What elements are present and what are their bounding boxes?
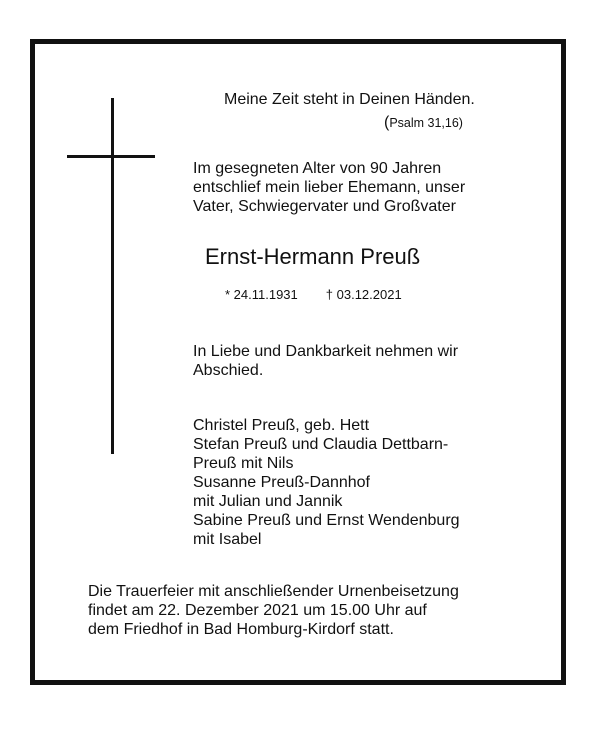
funeral-line: findet am 22. Dezember 2021 um 15.00 Uhr auf [88, 602, 427, 619]
psalm-reference-text: Psalm 31,16) [389, 116, 463, 130]
family-line: mit Isabel [193, 531, 262, 548]
motto: Meine Zeit steht in Deinen Händen. [224, 91, 475, 108]
funeral-line: Die Trauerfeier mit anschließender Urnenbeisetzung [88, 583, 459, 600]
family-line: mit Julian und Jannik [193, 493, 343, 510]
family-line: Stefan Preuß und Claudia Dettbarn- [193, 436, 449, 453]
funeral-line: dem Friedhof in Bad Homburg-Kirdorf statt. [88, 621, 394, 638]
psalm-reference [384, 113, 463, 133]
deceased-name: Ernst-Hermann Preuß [205, 244, 421, 269]
family-list [193, 416, 460, 549]
intro-text [193, 159, 465, 216]
family-line: Susanne Preuß-Dannhof [193, 474, 370, 491]
life-dates [225, 287, 402, 303]
thanks-text [193, 342, 458, 380]
family-line: Christel Preuß, geb. Hett [193, 417, 370, 434]
thanks-line: In Liebe und Dankbarkeit nehmen wir [193, 343, 459, 360]
intro-line: entschlief mein lieber Ehemann, unser [193, 179, 466, 196]
funeral-info [88, 582, 459, 639]
birth-date: * 24.11.1931 [225, 287, 298, 302]
thanks-line: Abschied. [193, 362, 264, 379]
cross-icon [111, 98, 114, 454]
intro-line: Vater, Schwiegervater und Großvater [193, 198, 456, 215]
psalm-open-paren: ( [384, 114, 390, 131]
cross-icon-bar [67, 155, 155, 158]
intro-line: Im gesegneten Alter von 90 Jahren [193, 160, 442, 177]
family-line: Preuß mit Nils [193, 455, 294, 472]
family-line: Sabine Preuß und Ernst Wendenburg [193, 512, 460, 529]
death-date: † 03.12.2021 [325, 287, 402, 302]
